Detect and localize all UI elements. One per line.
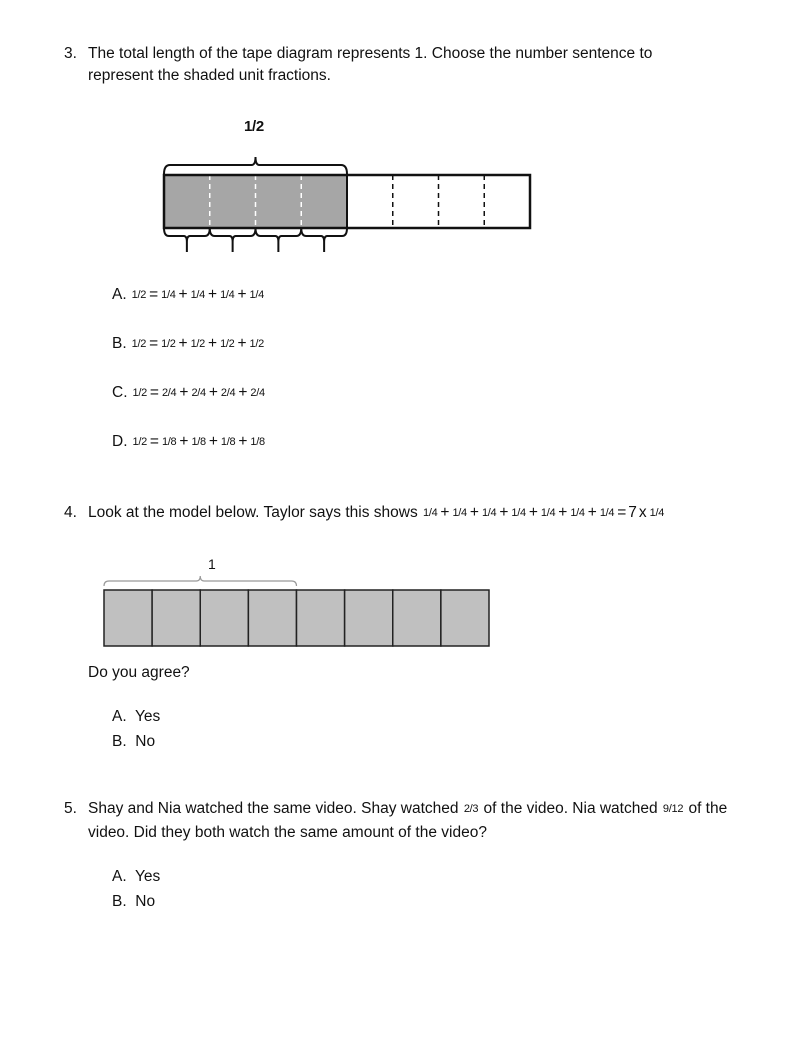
- tape-2-group: [104, 576, 489, 646]
- plus-sign: +: [208, 384, 218, 401]
- plus-sign: +: [208, 433, 218, 450]
- rhs-count: 7: [628, 504, 637, 521]
- fraction: 2/3: [463, 802, 479, 815]
- fraction: 1/2: [249, 337, 264, 350]
- q4-number: 4.: [64, 504, 77, 521]
- q5-option-a[interactable]: [112, 868, 160, 886]
- option-letter: D.: [112, 433, 128, 450]
- tape-cell: [297, 590, 345, 646]
- q3-option-a[interactable]: [112, 286, 265, 304]
- tape-cell: [393, 590, 441, 646]
- fraction: 2/4: [220, 386, 236, 399]
- plus-sign: +: [208, 335, 218, 352]
- q4-option-b[interactable]: [112, 733, 155, 751]
- option-label: Yes: [135, 708, 161, 725]
- times-sign: x: [638, 504, 647, 521]
- plus-sign: +: [178, 286, 188, 303]
- bottom-brace-unit: [210, 228, 256, 252]
- q3-text-line2: represent the shaded unit fractions.: [88, 67, 331, 84]
- q4-question: Do you agree?: [88, 664, 190, 681]
- fraction: 1/2: [161, 337, 176, 350]
- equals-sign: =: [149, 384, 159, 401]
- q3-option-c[interactable]: [112, 384, 266, 402]
- fraction: 1/2: [131, 337, 147, 350]
- plus-sign: +: [440, 504, 450, 521]
- q5-number: 5.: [64, 800, 77, 817]
- option-letter: A.: [112, 708, 127, 725]
- plus-sign: +: [528, 504, 538, 521]
- q3-option-b[interactable]: [112, 335, 265, 353]
- plus-sign: +: [179, 384, 189, 401]
- tape-1-group: [164, 157, 530, 252]
- plus-sign: +: [587, 504, 597, 521]
- tape-cell: [345, 590, 393, 646]
- q4-diagram-label: 1: [208, 556, 216, 572]
- equals-sign: =: [149, 335, 159, 352]
- q5-option-b[interactable]: [112, 893, 155, 911]
- plus-sign: +: [499, 504, 509, 521]
- q3-tape-diagram: [0, 0, 798, 300]
- q5-text-part2: of the video. Nia watched: [483, 800, 658, 817]
- q4-tape-diagram: [0, 550, 798, 660]
- equals-sign: =: [617, 504, 627, 521]
- plus-sign: +: [469, 504, 479, 521]
- option-letter: A.: [112, 286, 127, 303]
- q4-text-intro: Look at the model below. Taylor says this shows: [88, 504, 418, 521]
- top-brace-half: [164, 157, 347, 174]
- bottom-brace-unit: [301, 228, 347, 252]
- option-label: No: [135, 893, 156, 910]
- tape-cell: [441, 590, 489, 646]
- fraction: 1/8: [161, 435, 177, 448]
- fraction: 1/4: [481, 506, 497, 519]
- q5-text-line2: video. Did they both watch the same amount of the video?: [88, 824, 487, 841]
- bottom-brace-unit: [256, 228, 302, 252]
- fraction: 1/4: [220, 288, 235, 301]
- plus-sign: +: [179, 433, 189, 450]
- q3-diagram-label: 1/2: [244, 118, 264, 136]
- q4-option-a[interactable]: [112, 708, 160, 726]
- fraction: 1/4: [511, 506, 526, 519]
- equals-sign: =: [149, 286, 159, 303]
- plus-sign: +: [238, 384, 248, 401]
- fraction: 9/12: [662, 802, 684, 815]
- option-letter: B.: [112, 733, 127, 750]
- option-label: Yes: [135, 868, 161, 885]
- fraction: 1/8: [250, 435, 265, 448]
- fraction: 1/4: [570, 506, 585, 519]
- tape-cell: [152, 590, 200, 646]
- option-label: No: [135, 733, 156, 750]
- fraction: 1/2: [132, 386, 147, 399]
- q5-text-part3: of the: [688, 800, 728, 817]
- q5-text-part1: Shay and Nia watched the same video. Shay watched: [88, 800, 459, 817]
- fraction: 1/2: [132, 435, 147, 448]
- fraction: 1/2: [190, 337, 205, 350]
- tape-cell: [104, 590, 152, 646]
- tape-cell: [200, 590, 248, 646]
- option-letter: A.: [112, 868, 127, 885]
- bottom-brace-unit: [164, 228, 210, 252]
- fraction: 2/4: [191, 386, 206, 399]
- option-letter: B.: [112, 893, 127, 910]
- option-letter: C.: [112, 384, 128, 401]
- plus-sign: +: [237, 286, 247, 303]
- fraction: 2/4: [250, 386, 265, 399]
- q3-number: 3.: [64, 45, 77, 62]
- plus-sign: +: [237, 335, 247, 352]
- option-letter: B.: [112, 335, 127, 352]
- plus-sign: +: [558, 504, 568, 521]
- equals-sign: =: [149, 433, 159, 450]
- tape-cell: [248, 590, 296, 646]
- fraction: 1/4: [540, 506, 556, 519]
- top-brace-whole: [104, 576, 297, 586]
- fraction: 1/8: [220, 435, 236, 448]
- fraction: 1/4: [161, 288, 176, 301]
- fraction: 1/4: [190, 288, 205, 301]
- fraction: 1/4: [599, 506, 615, 519]
- plus-sign: +: [238, 433, 248, 450]
- plus-sign: +: [178, 335, 188, 352]
- fraction: 1/4: [423, 506, 438, 519]
- q3-text-line1: The total length of the tape diagram represents 1. Choose the number sentence to: [88, 45, 653, 62]
- fraction: 1/2: [220, 337, 235, 350]
- fraction: 2/4: [161, 386, 177, 399]
- plus-sign: +: [208, 286, 218, 303]
- fraction: 1/8: [191, 435, 206, 448]
- fraction: 1/2: [131, 288, 147, 301]
- q4-text: [88, 504, 665, 522]
- q5-text-line1: [88, 800, 727, 818]
- fraction: 1/4: [649, 506, 665, 519]
- fraction: 1/4: [452, 506, 467, 519]
- fraction: 1/4: [249, 288, 264, 301]
- q3-option-d[interactable]: [112, 433, 266, 451]
